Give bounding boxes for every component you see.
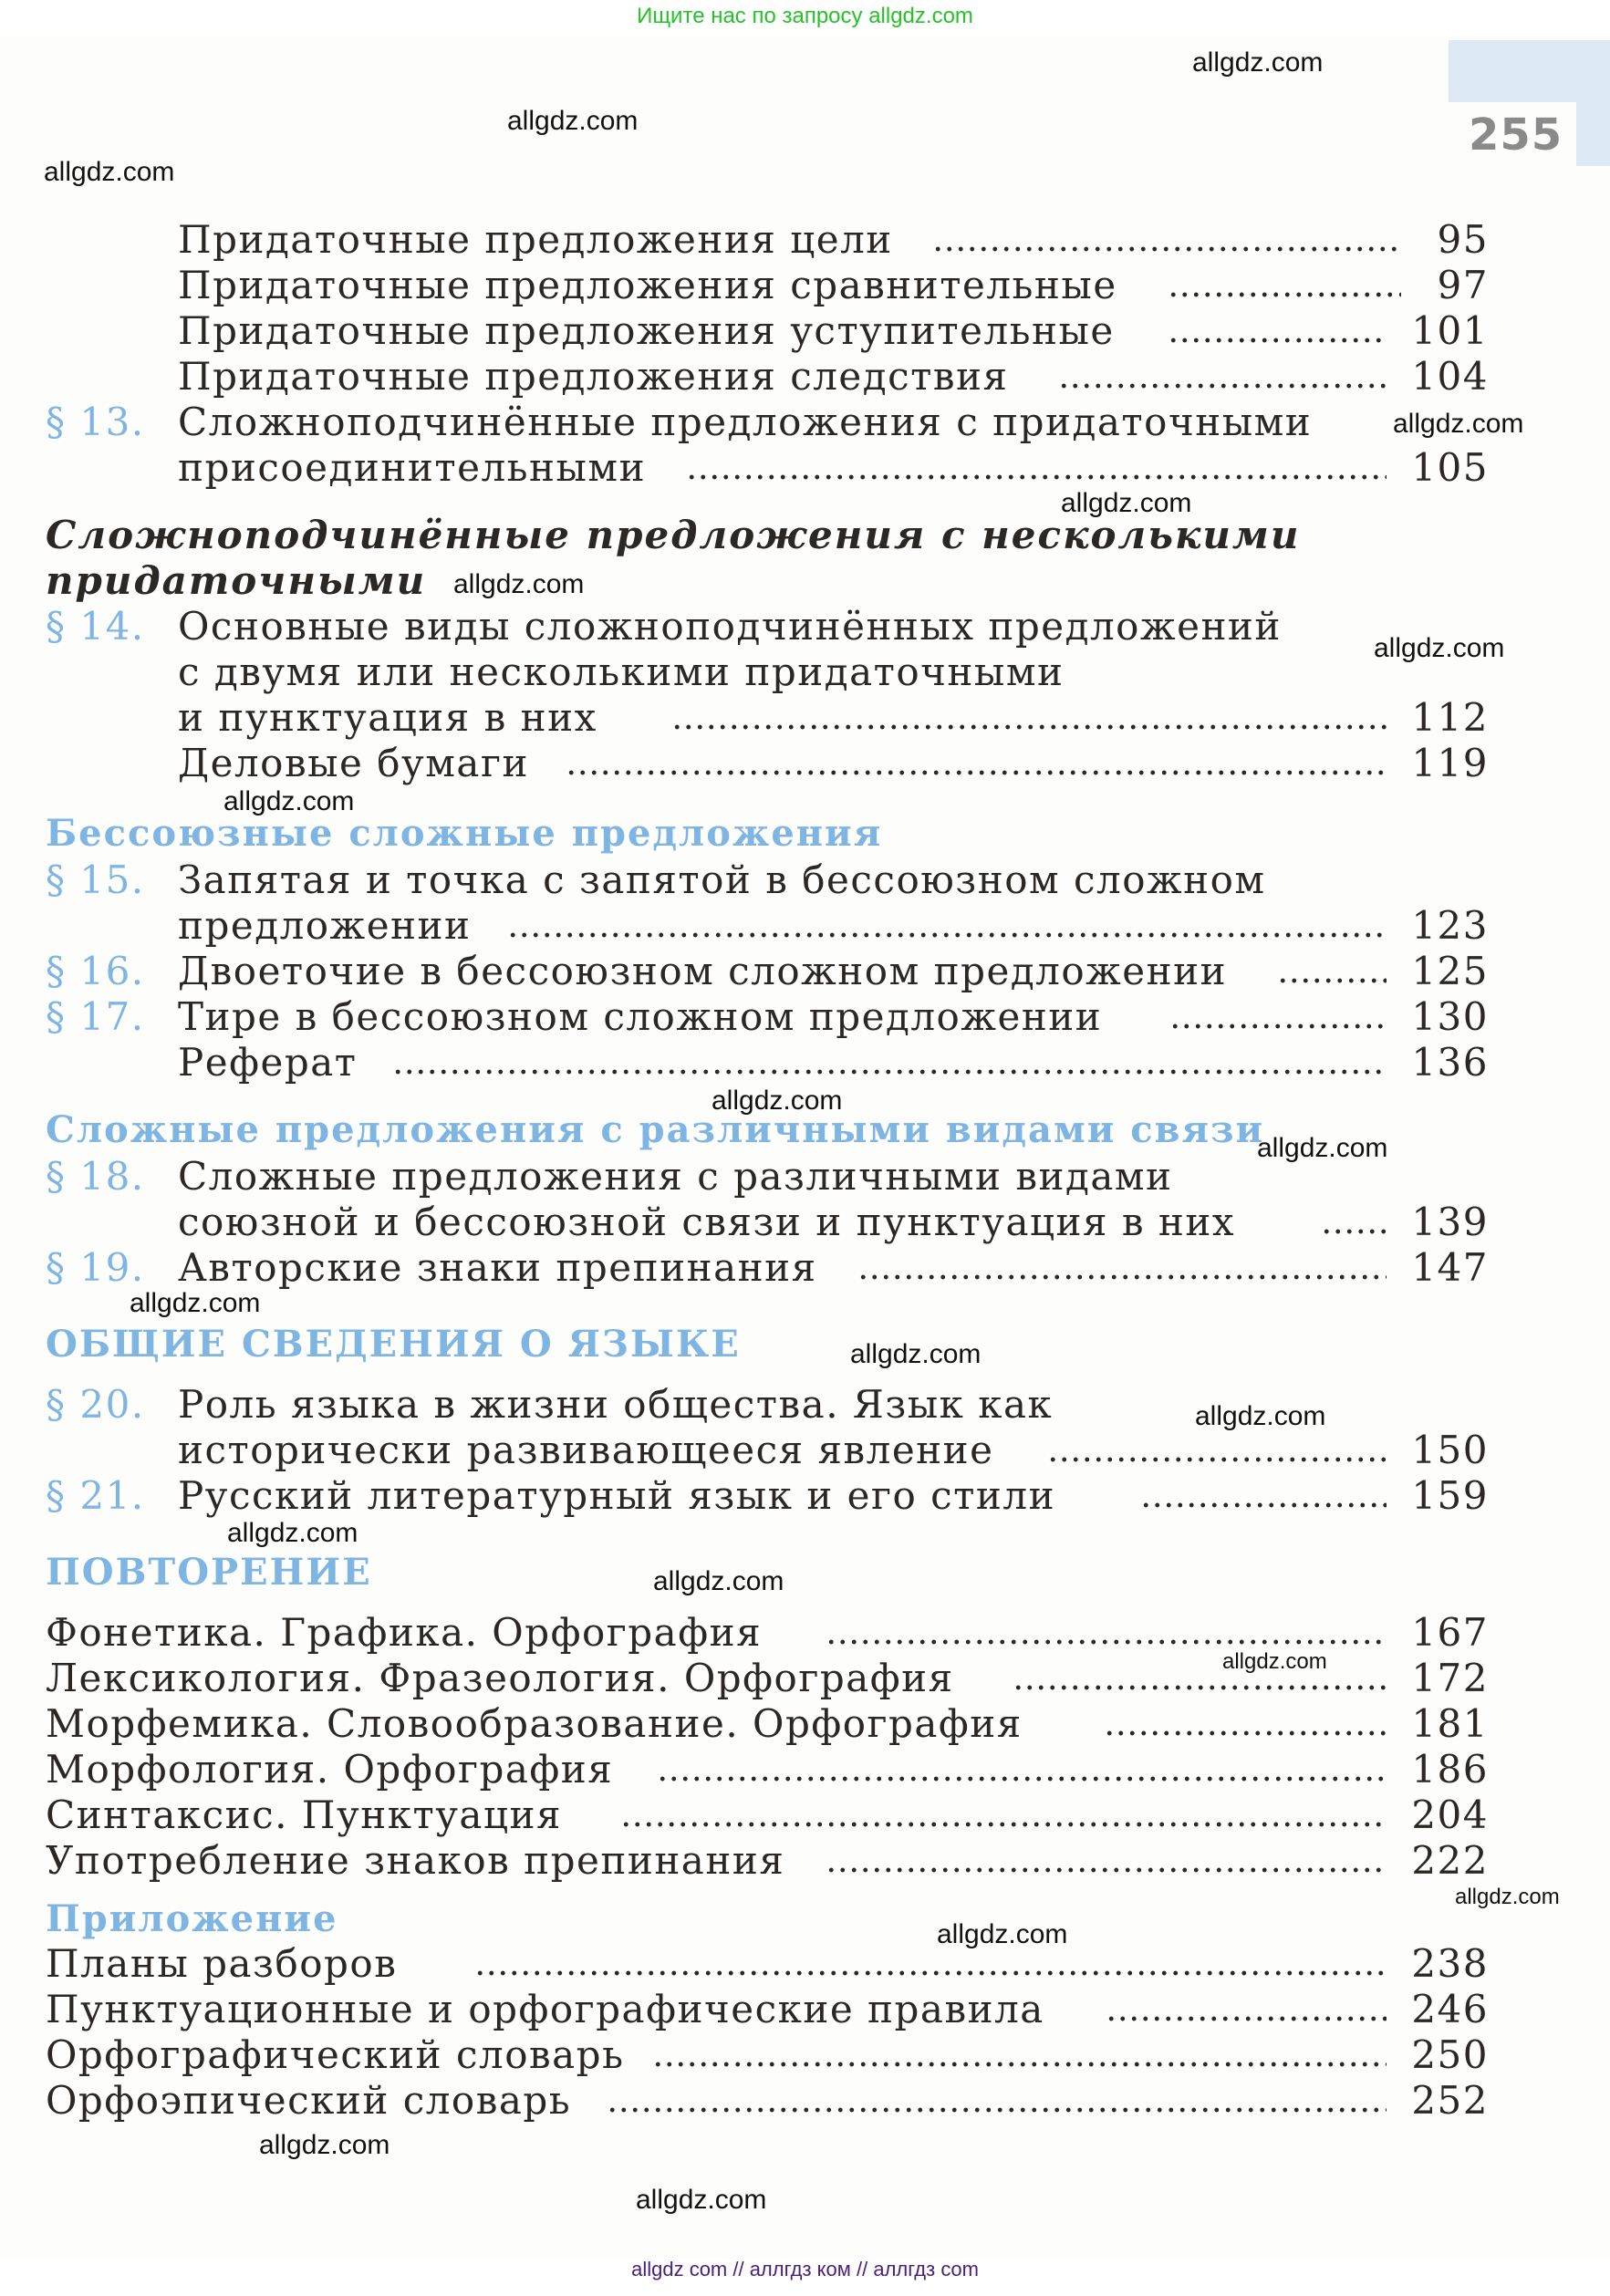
toc-entry-section-21[interactable]: § 21. Русский литературный язык и его стили 159 — [46, 1473, 1489, 1518]
toc-entry[interactable]: Орфографический словарь 250 — [46, 2032, 1489, 2077]
page-corner-tab-edge — [1576, 102, 1610, 166]
watermark: allgdz.com — [227, 1518, 358, 1548]
watermark: allgdz.com — [1192, 47, 1324, 78]
dot-leader — [1321, 1229, 1387, 1234]
watermark: allgdz.com — [1257, 1133, 1388, 1163]
toc-entry[interactable]: Придаточные предложения цели 95 — [178, 217, 1489, 262]
page-corner-tab — [1449, 40, 1610, 102]
toc-entry[interactable]: и пунктуация в них 112 — [178, 695, 1489, 740]
toc-entry-section-13[interactable]: § 13. Сложноподчинённые предложения с придаточными — [46, 400, 1313, 444]
section-number: § 18. — [46, 1154, 145, 1199]
dot-leader — [1106, 2016, 1387, 2021]
section-number: § 17. — [46, 994, 145, 1039]
dot-leader — [1047, 1457, 1387, 1462]
dot-leader — [1104, 1730, 1387, 1736]
toc-entry[interactable]: Реферат 136 — [178, 1040, 1489, 1085]
toc-entry[interactable]: Пунктуационные и орфографические правила 246 — [46, 1987, 1489, 2031]
dot-leader — [826, 1639, 1387, 1645]
section-number: § 16. — [46, 949, 145, 993]
toc-entry[interactable]: исторически развивающееся явление 150 — [178, 1428, 1489, 1472]
watermark: allgdz.com — [1374, 633, 1505, 663]
chapter-heading-cont: придаточными — [46, 558, 427, 603]
watermark: allgdz.com — [259, 2130, 390, 2160]
toc-entry[interactable]: Планы разборов 238 — [46, 1941, 1489, 1986]
chapter-heading: Бессоюзные сложные предложения — [46, 812, 883, 855]
section-number: § 21. — [46, 1473, 145, 1518]
toc-entry-section-14[interactable]: § 14. Основные виды сложноподчинённых предложений — [46, 604, 1282, 649]
section-number: § 13. — [46, 400, 145, 444]
dot-leader — [607, 2107, 1387, 2113]
toc-entry[interactable]: Лексикология. Фразеология. Орфография 172 — [46, 1656, 1489, 1700]
watermark: allgdz.com — [653, 1566, 784, 1596]
toc-entry[interactable]: Орфоэпический словарь 252 — [46, 2078, 1489, 2123]
dot-leader — [1169, 1023, 1387, 1029]
toc-entry[interactable]: Придаточные предложения сравнительные 97 — [178, 263, 1489, 307]
toc-entry-section-19[interactable]: § 19. Авторские знаки препинания 147 — [46, 1245, 1489, 1290]
dot-leader — [686, 474, 1387, 480]
toc-entry[interactable]: Морфология. Орфография 186 — [46, 1747, 1489, 1792]
watermark: allgdz.com — [1061, 488, 1192, 518]
watermark: allgdz.com — [223, 786, 355, 816]
toc-entry[interactable]: Деловые бумаги 119 — [178, 741, 1489, 785]
dot-leader — [392, 1069, 1387, 1075]
watermark: allgdz.com — [1195, 1401, 1326, 1431]
dot-leader — [1168, 292, 1401, 297]
watermark: allgdz.com — [937, 1919, 1068, 1949]
dot-leader — [1140, 1502, 1387, 1508]
chapter-heading: Сложные предложения с различными видами связи — [46, 1108, 1265, 1151]
toc-entry[interactable]: Придаточные предложения уступительные 101 — [178, 308, 1489, 353]
dot-leader — [1168, 338, 1387, 343]
part-heading: Приложение — [46, 1897, 338, 1940]
toc-entry[interactable]: Морфемика. Словообразование. Орфография 181 — [46, 1701, 1489, 1746]
section-number: § 19. — [46, 1245, 145, 1290]
watermark: allgdz.com — [130, 1288, 261, 1318]
section-number: § 14. — [46, 604, 145, 649]
dot-leader — [1277, 978, 1387, 983]
footer-links: allgdz com // аллгдз ком // аллгдз com — [631, 2258, 979, 2280]
toc-entry-section-16[interactable]: § 16. Двоеточие в бессоюзном сложном предложении 125 — [46, 949, 1489, 993]
watermark: allgdz.com — [44, 157, 175, 187]
toc-entry-section-18[interactable]: § 18. Сложные предложения с различными видами — [46, 1154, 1173, 1199]
dot-leader — [857, 1274, 1387, 1280]
toc-entry[interactable]: присоединительными 105 — [178, 445, 1489, 490]
dot-leader — [507, 932, 1387, 938]
watermark: allgdz.com — [1222, 1649, 1327, 1674]
part-heading: ОБЩИЕ СВЕДЕНИЯ О ЯЗЫКЕ — [46, 1323, 741, 1366]
dot-leader — [652, 2062, 1387, 2067]
toc-entry[interactable]: Придаточные предложения следствия 104 — [178, 354, 1489, 399]
watermark: allgdz.com — [1455, 1885, 1560, 1909]
dot-leader — [671, 724, 1387, 730]
dot-leader — [474, 1970, 1387, 1976]
toc-entry[interactable]: Употребление знаков препинания 222 — [46, 1838, 1489, 1883]
toc-entry-section-15[interactable]: § 15. Запятая и точка с запятой в бессоюзном сложном — [46, 857, 1266, 902]
dot-leader — [566, 770, 1387, 775]
watermark: allgdz.com — [1393, 409, 1524, 439]
watermark: allgdz.com — [712, 1086, 843, 1116]
watermark: allgdz.com — [636, 2185, 767, 2215]
toc-entry[interactable]: Синтаксис. Пунктуация 204 — [46, 1792, 1489, 1837]
toc-entry[interactable]: Фонетика. Графика. Орфография 167 — [46, 1610, 1489, 1655]
watermark: allgdz.com — [453, 569, 585, 599]
toc-entry-section-20[interactable]: § 20. Роль языка в жизни общества. Язык как — [46, 1382, 1054, 1427]
dot-leader — [620, 1822, 1387, 1827]
toc-entry-section-17[interactable]: § 17. Тире в бессоюзном сложном предложении 130 — [46, 994, 1489, 1039]
dot-leader — [1058, 383, 1387, 389]
section-number: § 20. — [46, 1382, 145, 1427]
dot-leader — [1013, 1685, 1387, 1690]
toc-entry[interactable]: предложении 123 — [178, 903, 1489, 948]
search-banner: Ищите нас по запросу allgdz.com — [637, 4, 973, 28]
section-number: § 15. — [46, 857, 145, 902]
part-heading: ПОВТОРЕНИЕ — [46, 1551, 372, 1594]
page-number: 255 — [1469, 109, 1563, 161]
watermark: allgdz.com — [850, 1339, 982, 1369]
toc-entry[interactable]: союзной и бессоюзной связи и пунктуация в них 139 — [178, 1200, 1489, 1244]
dot-leader — [657, 1776, 1387, 1782]
dot-leader — [826, 1867, 1387, 1873]
watermark: allgdz.com — [507, 106, 639, 136]
chapter-heading: Сложноподчинённые предложения с несколькими — [46, 513, 1301, 557]
toc-entry: с двумя или несколькими придаточными — [178, 649, 1065, 694]
dot-leader — [932, 246, 1401, 252]
